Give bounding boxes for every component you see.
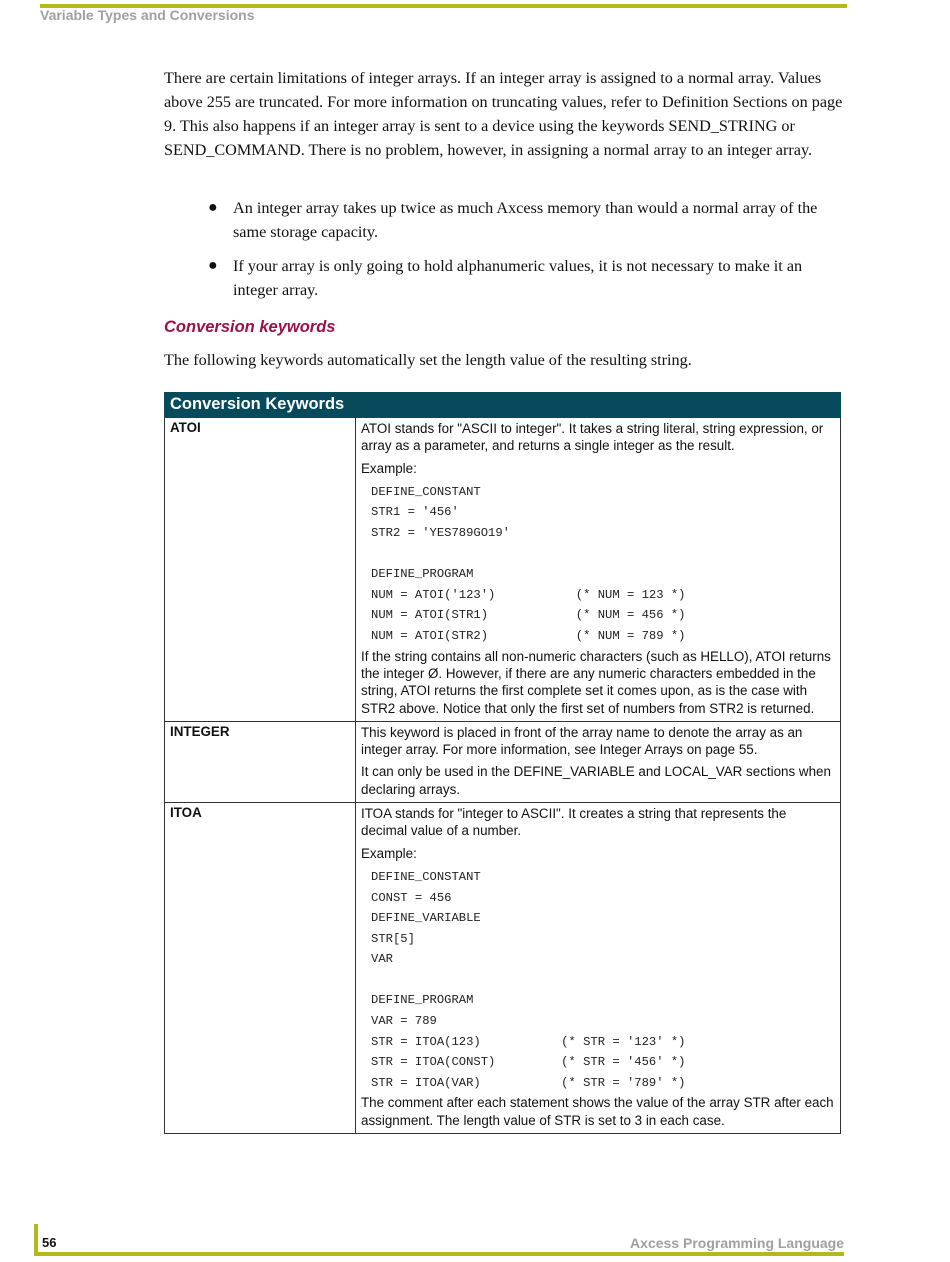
page-number: 56 [42,1235,57,1250]
table-row [165,418,841,722]
keyword-description [356,418,841,722]
bullet-text: An integer array takes up twice as much Axcess memory than would a normal array of the same storage capacity. [233,199,818,241]
example-label: Example: [361,460,417,476]
list-item [164,196,844,244]
table-row [165,721,841,802]
keyword-name: ITOA [165,803,356,1134]
bullet-list [164,196,844,312]
section-heading: Conversion keywords [164,318,336,336]
bullet-icon: ● [208,257,218,274]
table-title: Conversion Keywords [165,393,841,418]
code-example: DEFINE_CONSTANT STR1 = '456' STR2 = 'YES789GO19' DEFINE_PROGRAM NUM = ATOI('123') (* NUM = 123 *) NUM = ATOI(STR1) (* NUM = 456 *) NUM = ATOI(STR2) (* NUM = 789 *) [371,484,686,644]
conversion-keywords-table [164,392,841,1134]
bullet-icon: ● [208,199,218,216]
description-text: The comment after each statement shows the value of the array STR after each assignment. The length value of STR is set to 3 in each case. [361,1095,834,1128]
keyword-name: ATOI [165,418,356,722]
code-example: DEFINE_CONSTANT CONST = 456 DEFINE_VARIABLE STR[5] VAR DEFINE_PROGRAM VAR = 789 STR = ITOA(123) (* STR = '123' *) STR = ITOA(CONST) (* STR = '456' *) STR = ITOA(VAR) (* STR = '789' *) [371,869,686,1090]
footer-rule [34,1252,844,1256]
description-text: ATOI stands for "ASCII to integer". It takes a string literal, string expression, or array as a parameter, and returns a single integer as the result. [361,421,824,454]
keyword-description [356,721,841,802]
description-text: This keyword is placed in front of the array name to denote the array as an integer array. For more information, see Integer Arrays on page 55. [361,724,803,758]
bullet-text: If your array is only going to hold alphanumeric values, it is not necessary to make it an integer array. [233,257,803,299]
description-text: It can only be used in the DEFINE_VARIABLE and LOCAL_VAR sections when declaring arrays. [361,764,831,797]
running-header: Variable Types and Conversions [40,7,255,23]
table-row [165,803,841,1134]
section-lead: The following keywords automatically set the length value of the resulting string. [164,351,692,369]
keyword-name: INTEGER [165,721,356,802]
intro-paragraph: There are certain limitations of integer arrays. If an integer array is assigned to a normal array. Values above 255 are truncated. For more information on truncating values, refer to Definition Sections on page 9. This also happens if an integer array is sent to a device using the keywords SEND_STRING or SEND_COMMAND. There is no problem, however, in assigning a normal array to an integer array. [164,69,843,159]
running-footer: Axcess Programming Language [630,1235,844,1251]
keyword-description [356,803,841,1134]
description-text: ITOA stands for "integer to ASCII". It creates a string that represents the decimal value of a number. [361,806,787,839]
example-label: Example: [361,845,417,861]
description-text: If the string contains all non-numeric characters (such as HELLO), ATOI returns the integer Ø. However, if there are any numeric characters embedded in the string, ATOI returns the first complete set it comes upon, as is the case with STR2 above. Notice that only the first set of numbers from STR2 is returned. [361,648,831,716]
list-item [164,254,844,302]
